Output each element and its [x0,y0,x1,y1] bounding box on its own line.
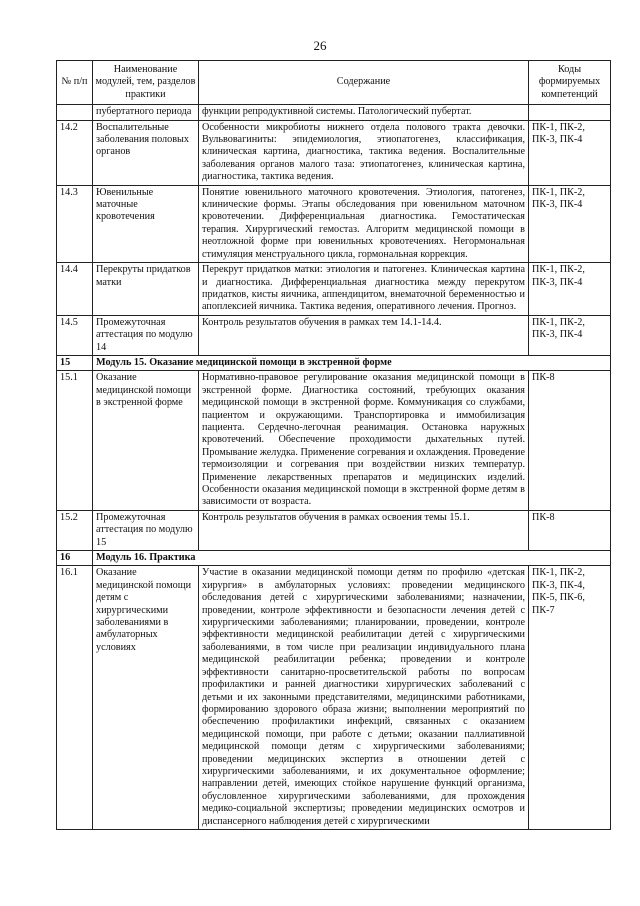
row-name: Промежуточная аттестация по модулю 14 [93,315,199,355]
row-codes: ПК-8 [529,510,611,550]
row-name: Ювенильные маточные кровотечения [93,185,199,262]
module-title: Модуль 15. Оказание медицинской помощи в экстренной форме [93,355,611,370]
row-content: Перекрут придатков матки: этиология и патогенез. Клиническая картина и диагностика. Дифференциальная диагностика между перекрутом придатков, кисты яичника, аппендицитом, внематочной беременностью и апоплексией яичника. Тактика ведения, оперативного лечения. Прогноз. [199,263,529,316]
header-name: Наименование модулей, тем, разделов практики [93,61,199,105]
table-row [57,510,611,550]
row-codes: ПК-1, ПК-2, ПК-3, ПК-4, ПК-5, ПК-6, ПК-7 [529,566,611,830]
row-name: Оказание медицинской помощи детям с хирургическими заболеваниями в амбулаторных условиях [93,566,199,830]
row-num: 15.2 [57,510,93,550]
row-name: Воспалительные заболевания половых органов [93,120,199,185]
row-content: Особенности микробиоты нижнего отдела полового тракта девочки. Вульвовагиниты: эпидемиология, этиопатогенез, классификация, клиническая картина, диагностика, тактика ведения. Воспалительные заболевания органов малого таза: этиопатогенез, клиническая картина, диагностика, тактика ведения. [199,120,529,185]
table-header-row [57,61,611,105]
row-content: Участие в оказании медицинской помощи детям по профилю «детская хирургия» в амбулаторных условиях: проведении медицинского обследования детей с хирургическими заболеваниями; назначении, проведении, контроле эффективности и безопасности лечения детей с хирургическими заболеваниями; планировании, проведении, контроле эффективности медицинской реабилитации детей с хирургическими заболеваниями, в том числе при реализации индивидуального плана медицинской реабилитации ребенка; проведении и контроле эффективности санитарно-просветительской работы по вопросам профилактики и ранней диагностики хирургических заболеваний с детьми и их законными представителями, медицинскими работниками, формированию здорового образа жизни; выполнении мероприятий по обеспечению профилактики инфекций, связанных с оказанием медицинской помощи, при работе с детьми; оказании паллиативной медицинской помощи детям с хирургическими заболеваниями; проведении медицинских экспертиз в отношении детей с хирургическими заболеваниями, и их документальное оформление; направлении детей, имеющих стойкое нарушение функций организма, обусловленное хирургическими заболеваниями, для прохождения медико-социальной экспертизы; проведении медицинских осмотров и диспансерного наблюдения детей с хирургическими [199,566,529,830]
row-num: 16.1 [57,566,93,830]
row-name: Оказание медицинской помощи в экстренной форме [93,371,199,510]
row-num: 14.2 [57,120,93,185]
page-number: 26 [313,38,327,53]
row-content: функции репродуктивной системы. Патологический пубертат. [199,105,529,120]
row-codes [529,105,611,120]
header-num: № п/п [57,61,93,105]
table-row [57,315,611,355]
row-content: Нормативно-правовое регулирование оказания медицинской помощи в экстренной форме. Диагностика состояний, требующих оказания медицинской помощи в экстренной форме. Коммуникация со службами, пациентом и окружающими. Транспортировка и иммобилизация пациента. Сердечно-легочная реанимация. Остановка наружных кровотечений. Обеспечение проходимости дыхательных путей. Промывание желудка. Применение согревания и охлаждения. Проведение термоизоляции и согревания при воздействии низких температур. Применение лекарственных препаратов и медицинских изделий. Особенности оказания медицинской помощи в экстренной форме детям в зависимости от возраста. [199,371,529,510]
module-row [57,551,611,566]
row-num: 14.4 [57,263,93,316]
table-row [57,263,611,316]
row-content: Контроль результатов обучения в рамках тем 14.1-14.4. [199,315,529,355]
row-codes: ПК-1, ПК-2, ПК-3, ПК-4 [529,263,611,316]
table-row [57,371,611,510]
table-row [57,566,611,830]
row-name: пубертатного периода [93,105,199,120]
row-num: 15.1 [57,371,93,510]
module-row [57,355,611,370]
row-num: 14.5 [57,315,93,355]
module-num: 16 [57,551,93,566]
row-codes: ПК-1, ПК-2, ПК-3, ПК-4 [529,120,611,185]
row-codes: ПК-1, ПК-2, ПК-3, ПК-4 [529,185,611,262]
row-codes: ПК-8 [529,371,611,510]
row-num [57,105,93,120]
row-num: 14.3 [57,185,93,262]
table-row [57,105,611,120]
row-name: Промежуточная аттестация по модулю 15 [93,510,199,550]
curriculum-table [56,60,611,830]
module-num: 15 [57,355,93,370]
row-name: Перекруты придатков матки [93,263,199,316]
header-content: Содержание [199,61,529,105]
row-content: Понятие ювенильного маточного кровотечения. Этиология, патогенез, клинические формы. Этапы обследования при ювенильном маточном кровотечении. Дифференциальная диагностика. Гемостатическая терапия. Хирургический гемостаз. Алгоритм медицинской помощи в неотложной форме при ювенильных кровотечениях. Негормональная стимуляция менструального цикла, гормональная коррекция. [199,185,529,262]
table-row [57,185,611,262]
row-codes: ПК-1, ПК-2, ПК-3, ПК-4 [529,315,611,355]
header-codes: Коды формируемых компетенций [529,61,611,105]
row-content: Контроль результатов обучения в рамках освоения темы 15.1. [199,510,529,550]
module-title: Модуль 16. Практика [93,551,611,566]
table-row [57,120,611,185]
